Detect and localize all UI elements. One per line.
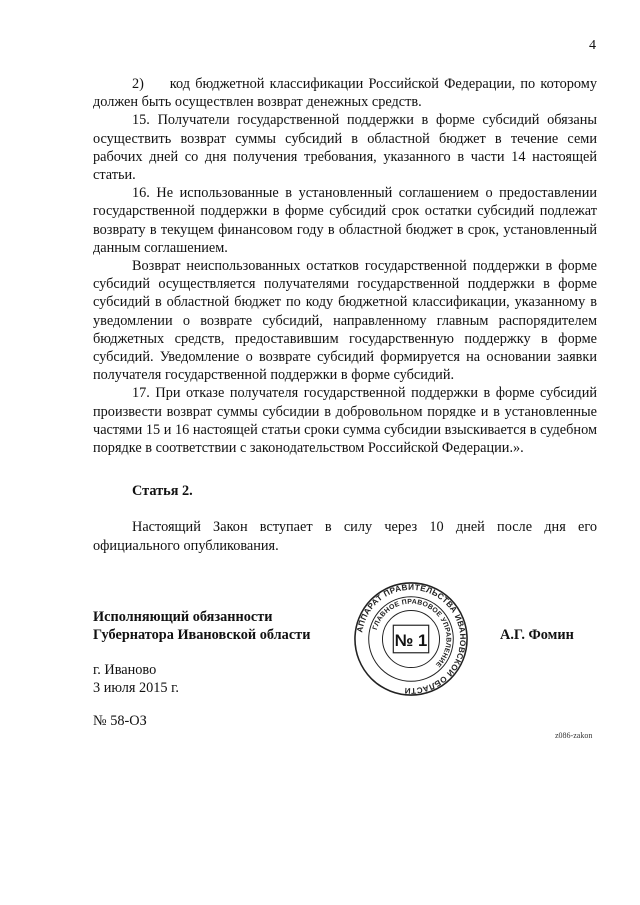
seal-center-text: № 1 [394, 630, 428, 650]
signer-name: А.Г. Фомин [500, 627, 574, 643]
page-number: 4 [589, 38, 596, 53]
signature-title-line-1: Исполняющий обязанности [93, 609, 273, 625]
date: 3 июля 2015 г. [93, 680, 179, 697]
document-body [93, 75, 597, 555]
paragraph-part-17: 17. При отказе получателя государственной поддержки в форме субсидий произвести возврат суммы субсидии в добровольном порядке и в установленные частями 15 и 16 настоящей статьи сроки сумма субсидии взыскивается в судебном порядке в соответствии с законодательством Российской Федерации.». [93, 385, 597, 457]
seal-inner-text: ГЛАВНОЕ ПРАВОВОЕ УПРАВЛЕНИЕ [371, 598, 452, 669]
paragraph-return-remainders: Возврат неиспользованных остатков государственной поддержки в форме субсидий осуществляется получателями государственной поддержки в форме субсидий в областной бюджет по коду бюджетной классификации, указанному в уведомлении о возврате субсидий, направленному главным распорядителем бюджетных средств, предоставившим государственную поддержку в форме субсидий. Уведомление о возврате субсидий формируется на основании заявки получателя государственной поддержки в форме субсидий. [93, 258, 597, 384]
paragraph-part-15: 15. Получатели государственной поддержки в форме субсидий обязаны осуществить возврат суммы субсидий в областной бюджет в течение семи рабочих дней со дня получения требования, указанного в части 14 настоящей статьи. [93, 112, 597, 184]
paragraph-part-16: 16. Не использованные в установленный соглашением о предоставлении государственной поддержки в форме субсидий срок остатки субсидий подлежат возврату в текущем финансовом году в областной бюджет в срок, установленный данным соглашением. [93, 185, 597, 256]
place-date-block [93, 661, 179, 697]
law-number: № 58-ОЗ [93, 713, 147, 729]
official-seal [352, 580, 470, 698]
place: г. Иваново [93, 662, 157, 678]
signature-block [93, 608, 310, 644]
document-code: z086-zakon [555, 731, 593, 740]
article-heading: Статья 2. [132, 483, 193, 500]
paragraph-item-2: 2) код бюджетной классификации Российской Федерации, по которому должен быть осуществлен возврат денежных средств. [93, 76, 597, 111]
seal-outer-text: АППАРАТ ПРАВИТЕЛЬСТВА ИВАНОВСКОЙ ОБЛАСТИ [355, 582, 468, 696]
article-text: Настоящий Закон вступает в силу через 10 дней после дня его официального опубликования. [93, 519, 597, 554]
signature-title-line-2: Губернатора Ивановской области [93, 627, 311, 644]
